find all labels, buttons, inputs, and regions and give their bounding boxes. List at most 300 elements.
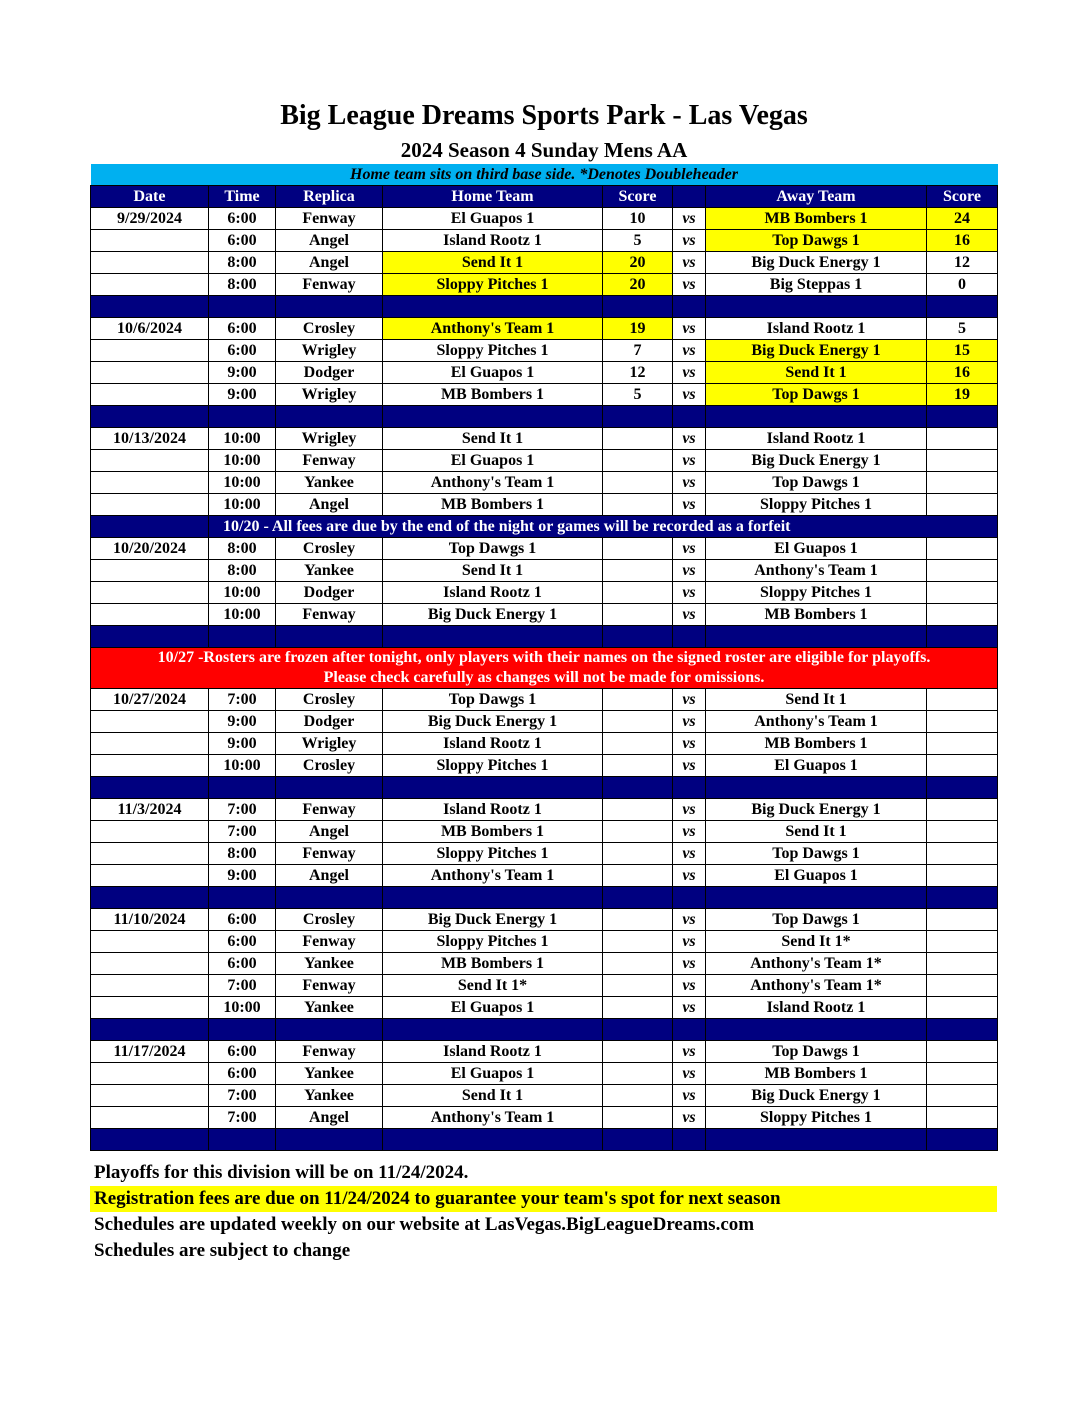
game-row	[91, 733, 998, 755]
vs-label: vs	[673, 711, 706, 733]
game-field: Yankee	[276, 1063, 383, 1085]
game-time: 6:00	[209, 208, 276, 230]
game-field: Crosley	[276, 538, 383, 560]
home-team: MB Bombers 1	[383, 953, 603, 975]
home-score: 5	[603, 384, 673, 406]
home-score	[603, 865, 673, 887]
game-field: Wrigley	[276, 428, 383, 450]
away-score	[927, 997, 998, 1019]
home-score	[603, 931, 673, 953]
separator-cell	[603, 887, 673, 909]
game-date	[91, 1107, 209, 1129]
game-time: 9:00	[209, 733, 276, 755]
away-score: 0	[927, 274, 998, 296]
home-score	[603, 821, 673, 843]
week-separator	[91, 406, 998, 428]
away-score	[927, 604, 998, 626]
home-team: MB Bombers 1	[383, 494, 603, 516]
home-team: Top Dawgs 1	[383, 689, 603, 711]
game-time: 6:00	[209, 909, 276, 931]
home-team: Sloppy Pitches 1	[383, 340, 603, 362]
game-row	[91, 230, 998, 252]
separator-cell	[209, 296, 276, 318]
game-field: Yankee	[276, 953, 383, 975]
away-team: Big Duck Energy 1	[706, 1085, 927, 1107]
game-date	[91, 755, 209, 777]
game-field: Crosley	[276, 755, 383, 777]
home-score	[603, 604, 673, 626]
game-date	[91, 733, 209, 755]
home-team: MB Bombers 1	[383, 821, 603, 843]
header-time: Time	[209, 186, 276, 208]
vs-label: vs	[673, 230, 706, 252]
week-separator	[91, 887, 998, 909]
game-field: Fenway	[276, 450, 383, 472]
game-date	[91, 384, 209, 406]
away-score: 12	[927, 252, 998, 274]
away-score	[927, 909, 998, 931]
vs-label: vs	[673, 997, 706, 1019]
game-row	[91, 1085, 998, 1107]
game-row	[91, 450, 998, 472]
roster-notice-row	[91, 648, 998, 689]
separator-cell	[276, 296, 383, 318]
vs-label: vs	[673, 560, 706, 582]
away-team: MB Bombers 1	[706, 208, 927, 230]
home-team: Send It 1*	[383, 975, 603, 997]
roster-notice-line-2: Please check carefully as changes will not be made for omissions.	[323, 669, 765, 686]
away-score: 24	[927, 208, 998, 230]
registration-note: Registration fees are due on 11/24/2024 to guarantee your team's spot for next season	[90, 1186, 997, 1212]
game-field: Fenway	[276, 1041, 383, 1063]
separator-cell	[276, 1129, 383, 1151]
header-home-team: Home Team	[383, 186, 603, 208]
away-score	[927, 582, 998, 604]
separator-cell	[927, 1019, 998, 1041]
separator-cell	[276, 887, 383, 909]
vs-label: vs	[673, 538, 706, 560]
away-team: Sloppy Pitches 1	[706, 1107, 927, 1129]
away-team: Send It 1	[706, 821, 927, 843]
separator-cell	[91, 777, 209, 799]
page-title: Big League Dreams Sports Park - Las Vegas	[280, 100, 808, 131]
game-date	[91, 604, 209, 626]
separator-cell	[603, 406, 673, 428]
game-time: 7:00	[209, 689, 276, 711]
vs-label: vs	[673, 909, 706, 931]
away-score	[927, 865, 998, 887]
game-row	[91, 931, 998, 953]
home-team: El Guapos 1	[383, 208, 603, 230]
away-team: Top Dawgs 1	[706, 909, 927, 931]
vs-label: vs	[673, 1063, 706, 1085]
game-time: 8:00	[209, 843, 276, 865]
vs-label: vs	[673, 1041, 706, 1063]
home-score	[603, 1063, 673, 1085]
home-team: Sloppy Pitches 1	[383, 931, 603, 953]
separator-cell	[927, 887, 998, 909]
separator-cell	[673, 1129, 706, 1151]
game-date	[91, 843, 209, 865]
vs-label: vs	[673, 604, 706, 626]
game-time: 6:00	[209, 1063, 276, 1085]
game-time: 8:00	[209, 274, 276, 296]
away-score	[927, 494, 998, 516]
game-time: 10:00	[209, 428, 276, 450]
away-team: Island Rootz 1	[706, 428, 927, 450]
game-row	[91, 582, 998, 604]
game-time: 9:00	[209, 711, 276, 733]
game-date: 11/3/2024	[91, 799, 209, 821]
separator-cell	[276, 1019, 383, 1041]
away-score	[927, 560, 998, 582]
game-row	[91, 604, 998, 626]
game-time: 10:00	[209, 450, 276, 472]
game-field: Angel	[276, 252, 383, 274]
home-score	[603, 909, 673, 931]
away-team: MB Bombers 1	[706, 1063, 927, 1085]
home-team: Sloppy Pitches 1	[383, 274, 603, 296]
game-time: 10:00	[209, 582, 276, 604]
roster-notice	[91, 648, 998, 689]
game-date	[91, 252, 209, 274]
home-score	[603, 711, 673, 733]
game-date	[91, 274, 209, 296]
week-separator	[91, 1129, 998, 1151]
game-field: Angel	[276, 230, 383, 252]
separator-cell	[706, 406, 927, 428]
game-field: Wrigley	[276, 340, 383, 362]
game-row	[91, 755, 998, 777]
separator-cell	[209, 406, 276, 428]
separator-cell	[927, 1129, 998, 1151]
separator-cell	[927, 296, 998, 318]
game-date: 10/6/2024	[91, 318, 209, 340]
separator-cell	[673, 406, 706, 428]
game-row	[91, 953, 998, 975]
away-team: Big Duck Energy 1	[706, 799, 927, 821]
game-row	[91, 538, 998, 560]
home-team: Big Duck Energy 1	[383, 909, 603, 931]
away-team: Big Duck Energy 1	[706, 450, 927, 472]
game-time: 10:00	[209, 494, 276, 516]
game-field: Fenway	[276, 274, 383, 296]
separator-cell	[673, 626, 706, 648]
game-date	[91, 865, 209, 887]
game-date: 11/10/2024	[91, 909, 209, 931]
separator-cell	[209, 887, 276, 909]
separator-cell	[383, 626, 603, 648]
separator-cell	[603, 1019, 673, 1041]
away-team: Anthony's Team 1*	[706, 975, 927, 997]
home-score	[603, 755, 673, 777]
game-field: Yankee	[276, 472, 383, 494]
away-team: MB Bombers 1	[706, 604, 927, 626]
vs-label: vs	[673, 252, 706, 274]
home-team: El Guapos 1	[383, 1063, 603, 1085]
game-date	[91, 997, 209, 1019]
home-score	[603, 582, 673, 604]
game-date	[91, 931, 209, 953]
game-field: Fenway	[276, 799, 383, 821]
separator-cell	[383, 1129, 603, 1151]
game-row	[91, 252, 998, 274]
game-date: 11/17/2024	[91, 1041, 209, 1063]
vs-label: vs	[673, 582, 706, 604]
fee-notice-row	[91, 516, 998, 538]
doubleheader-note: Home team sits on third base side. *Denotes Doubleheader	[91, 164, 998, 186]
home-team: Island Rootz 1	[383, 733, 603, 755]
game-date	[91, 711, 209, 733]
vs-label: vs	[673, 1085, 706, 1107]
game-field: Yankee	[276, 1085, 383, 1107]
fee-notice: 10/20 - All fees are due by the end of the night or games will be recorded as a forfeit	[209, 516, 998, 538]
away-score	[927, 931, 998, 953]
vs-label: vs	[673, 843, 706, 865]
home-score: 10	[603, 208, 673, 230]
separator-cell	[706, 1129, 927, 1151]
game-row	[91, 711, 998, 733]
home-score	[603, 494, 673, 516]
vs-label: vs	[673, 733, 706, 755]
game-row	[91, 494, 998, 516]
game-date: 9/29/2024	[91, 208, 209, 230]
game-time: 10:00	[209, 604, 276, 626]
game-time: 9:00	[209, 362, 276, 384]
home-team: Big Duck Energy 1	[383, 711, 603, 733]
vs-label: vs	[673, 208, 706, 230]
away-team: Big Duck Energy 1	[706, 252, 927, 274]
separator-cell	[383, 777, 603, 799]
game-row	[91, 997, 998, 1019]
playoffs-note: Playoffs for this division will be on 11/24/2024.	[94, 1162, 469, 1183]
vs-label: vs	[673, 274, 706, 296]
game-time: 6:00	[209, 1041, 276, 1063]
home-team: MB Bombers 1	[383, 384, 603, 406]
game-date	[91, 1063, 209, 1085]
game-time: 10:00	[209, 997, 276, 1019]
away-team: Island Rootz 1	[706, 997, 927, 1019]
away-team: Anthony's Team 1	[706, 560, 927, 582]
game-time: 6:00	[209, 340, 276, 362]
home-score	[603, 450, 673, 472]
home-team: Sloppy Pitches 1	[383, 843, 603, 865]
schedule-table	[90, 164, 998, 1151]
header-away-team: Away Team	[706, 186, 927, 208]
separator-cell	[91, 1129, 209, 1151]
vs-label: vs	[673, 318, 706, 340]
game-time: 6:00	[209, 931, 276, 953]
game-row	[91, 1107, 998, 1129]
separator-cell	[383, 296, 603, 318]
home-team: El Guapos 1	[383, 997, 603, 1019]
home-team: Island Rootz 1	[383, 582, 603, 604]
away-team: El Guapos 1	[706, 755, 927, 777]
vs-label: vs	[673, 340, 706, 362]
home-team: Anthony's Team 1	[383, 865, 603, 887]
game-field: Dodger	[276, 711, 383, 733]
away-team: Top Dawgs 1	[706, 472, 927, 494]
game-date	[91, 494, 209, 516]
separator-cell	[91, 626, 209, 648]
game-date: 10/13/2024	[91, 428, 209, 450]
game-row	[91, 799, 998, 821]
game-field: Dodger	[276, 582, 383, 604]
separator-cell	[927, 777, 998, 799]
game-row	[91, 318, 998, 340]
game-date: 10/20/2024	[91, 538, 209, 560]
website-note: Schedules are updated weekly on our website at LasVegas.BigLeagueDreams.com	[94, 1214, 755, 1235]
game-date	[91, 582, 209, 604]
game-date: 10/27/2024	[91, 689, 209, 711]
home-score	[603, 997, 673, 1019]
separator-cell	[927, 626, 998, 648]
home-team: Send It 1	[383, 252, 603, 274]
header-vs	[673, 186, 706, 208]
game-field: Angel	[276, 865, 383, 887]
home-team: Island Rootz 1	[383, 230, 603, 252]
game-date	[91, 362, 209, 384]
away-score	[927, 1041, 998, 1063]
game-date	[91, 560, 209, 582]
page-subtitle: 2024 Season 4 Sunday Mens AA	[400, 138, 688, 162]
game-row	[91, 843, 998, 865]
game-time: 10:00	[209, 755, 276, 777]
away-score: 16	[927, 230, 998, 252]
home-team: Top Dawgs 1	[383, 538, 603, 560]
game-field: Yankee	[276, 560, 383, 582]
separator-cell	[927, 406, 998, 428]
game-time: 9:00	[209, 384, 276, 406]
home-team: Big Duck Energy 1	[383, 604, 603, 626]
note-row	[91, 164, 998, 186]
separator-cell	[383, 887, 603, 909]
away-team: Top Dawgs 1	[706, 1041, 927, 1063]
vs-label: vs	[673, 1107, 706, 1129]
away-team: Sloppy Pitches 1	[706, 494, 927, 516]
separator-cell	[209, 1019, 276, 1041]
away-score	[927, 538, 998, 560]
header-home-score: Score	[603, 186, 673, 208]
game-field: Wrigley	[276, 733, 383, 755]
away-score	[927, 953, 998, 975]
vs-label: vs	[673, 362, 706, 384]
week-separator	[91, 296, 998, 318]
away-team: Big Steppas 1	[706, 274, 927, 296]
separator-cell	[209, 1129, 276, 1151]
game-date	[91, 975, 209, 997]
game-row	[91, 689, 998, 711]
home-team: Anthony's Team 1	[383, 318, 603, 340]
game-row	[91, 472, 998, 494]
separator-cell	[706, 626, 927, 648]
game-row	[91, 821, 998, 843]
away-team: Send It 1	[706, 362, 927, 384]
home-score	[603, 538, 673, 560]
game-row	[91, 1063, 998, 1085]
game-row	[91, 560, 998, 582]
away-score: 19	[927, 384, 998, 406]
home-team: Send It 1	[383, 1085, 603, 1107]
home-score: 7	[603, 340, 673, 362]
separator-cell	[383, 1019, 603, 1041]
game-row	[91, 909, 998, 931]
game-time: 7:00	[209, 1107, 276, 1129]
home-score	[603, 472, 673, 494]
game-date	[91, 821, 209, 843]
away-score: 15	[927, 340, 998, 362]
game-time: 9:00	[209, 865, 276, 887]
separator-cell	[91, 296, 209, 318]
away-score	[927, 428, 998, 450]
game-field: Wrigley	[276, 384, 383, 406]
home-team: Anthony's Team 1	[383, 1107, 603, 1129]
vs-label: vs	[673, 472, 706, 494]
away-team: Send It 1*	[706, 931, 927, 953]
away-score	[927, 472, 998, 494]
game-time: 6:00	[209, 953, 276, 975]
home-score	[603, 689, 673, 711]
away-team: Sloppy Pitches 1	[706, 582, 927, 604]
game-date	[91, 450, 209, 472]
game-field: Angel	[276, 821, 383, 843]
separator-cell	[706, 887, 927, 909]
separator-cell	[383, 406, 603, 428]
home-score: 19	[603, 318, 673, 340]
home-team: Send It 1	[383, 428, 603, 450]
home-team: Island Rootz 1	[383, 1041, 603, 1063]
away-score	[927, 1085, 998, 1107]
vs-label: vs	[673, 689, 706, 711]
away-team: Anthony's Team 1	[706, 711, 927, 733]
game-row	[91, 340, 998, 362]
away-score	[927, 843, 998, 865]
home-score	[603, 1085, 673, 1107]
vs-label: vs	[673, 494, 706, 516]
game-date	[91, 472, 209, 494]
separator-cell	[209, 626, 276, 648]
week-separator	[91, 1019, 998, 1041]
subject-to-change-note: Schedules are subject to change	[94, 1240, 351, 1261]
away-score: 5	[927, 318, 998, 340]
separator-cell	[673, 777, 706, 799]
away-score	[927, 799, 998, 821]
separator-cell	[673, 887, 706, 909]
week-separator	[91, 626, 998, 648]
separator-cell	[91, 1019, 209, 1041]
game-row	[91, 274, 998, 296]
vs-label: vs	[673, 975, 706, 997]
home-score	[603, 1041, 673, 1063]
separator-cell	[276, 777, 383, 799]
game-time: 10:00	[209, 472, 276, 494]
game-row	[91, 362, 998, 384]
game-row	[91, 975, 998, 997]
home-score	[603, 1107, 673, 1129]
game-time: 7:00	[209, 1085, 276, 1107]
game-time: 8:00	[209, 560, 276, 582]
vs-label: vs	[673, 865, 706, 887]
game-field: Crosley	[276, 318, 383, 340]
away-team: Island Rootz 1	[706, 318, 927, 340]
game-time: 8:00	[209, 538, 276, 560]
game-time: 7:00	[209, 975, 276, 997]
separator-cell	[673, 1019, 706, 1041]
away-score	[927, 755, 998, 777]
header-away-score: Score	[927, 186, 998, 208]
home-score	[603, 975, 673, 997]
vs-label: vs	[673, 755, 706, 777]
